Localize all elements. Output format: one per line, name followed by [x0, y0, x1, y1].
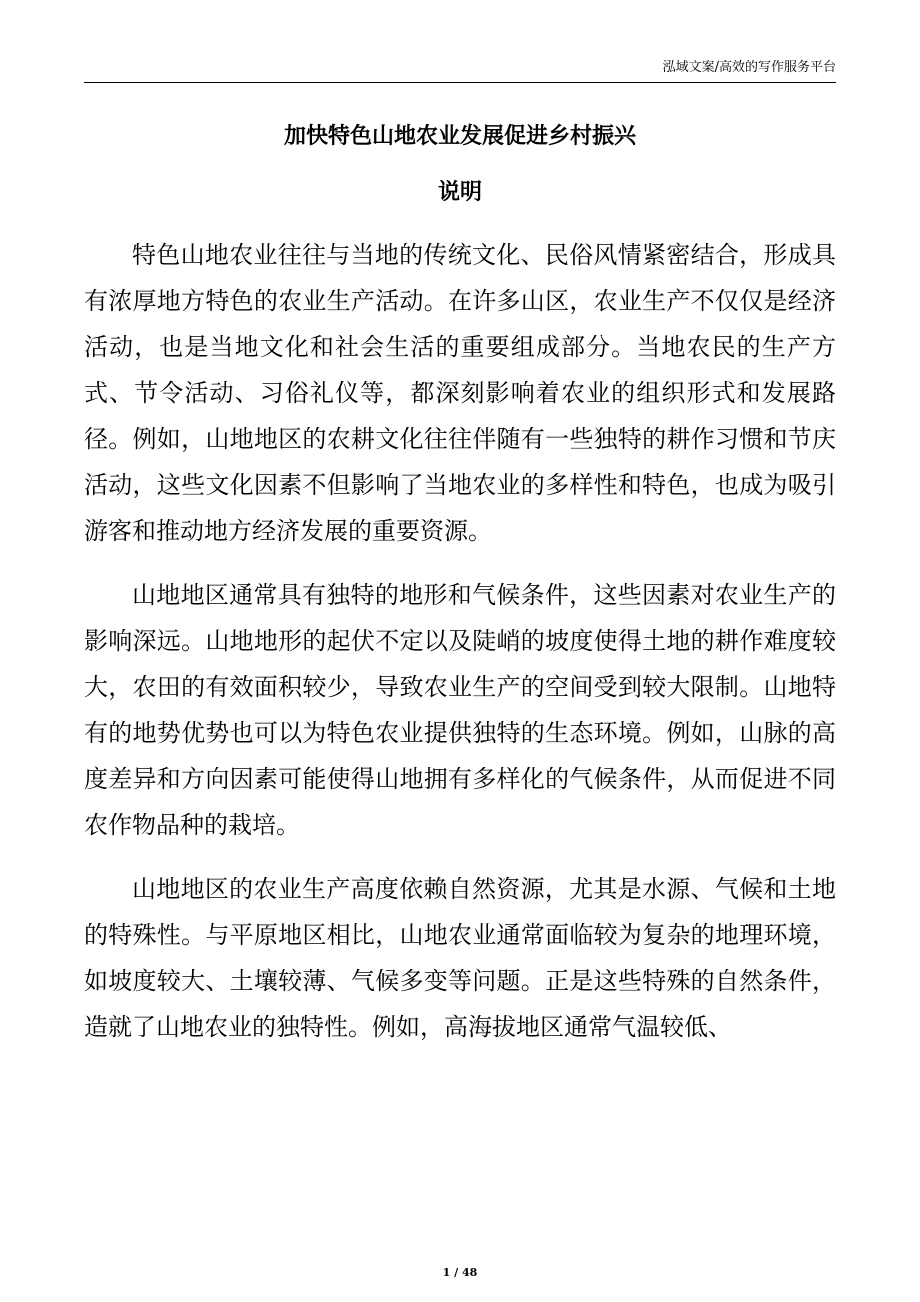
paragraph: 山地地区的农业生产高度依赖自然资源，尤其是水源、气候和土地的特殊性。与平原地区相比，山地农业通常面临较为复杂的地理环境，如坡度较大、土壤较薄、气候多变等问题。正是这些特殊的自然条件，造就了山地农业的独特性。例如，高海拔地区通常气温较低、: [84, 875, 836, 1041]
paragraph: 特色山地农业往往与当地的传统文化、民俗风情紧密结合，形成具有浓厚地方特色的农业生产活动。在许多山区，农业生产不仅仅是经济活动，也是当地文化和社会生活的重要组成部分。当地农民的生产方式、节令活动、习俗礼仪等，都深刻影响着农业的组织形式和发展路径。例如，山地地区的农耕文化往往伴随有一些独特的耕作习惯和节庆活动，这些文化因素不但影响了当地农业的多样性和特色，也成为吸引游客和推动地方经济发展的重要资源。: [84, 241, 836, 545]
page-number: 1 / 48: [442, 1266, 478, 1279]
section-heading: 说明: [437, 180, 482, 205]
document-body: [84, 232, 836, 1050]
document-title: 加快特色山地农业发展促进乡村振兴: [283, 124, 636, 149]
header-divider: [84, 82, 836, 83]
paragraph: 山地地区通常具有独特的地形和气候条件，这些因素对农业生产的影响深远。山地地形的起伏不定以及陡峭的坡度使得土地的耕作难度较大，农田的有效面积较少，导致农业生产的空间受到较大限制。山地特有的地势优势也可以为特色农业提供独特的生态环境。例如，山脉的高度差异和方向因素可能使得山地拥有多样化的气候条件，从而促进不同农作物品种的栽培。: [84, 581, 836, 839]
page-header-text: 泓域文案/高效的写作服务平台: [662, 60, 836, 75]
